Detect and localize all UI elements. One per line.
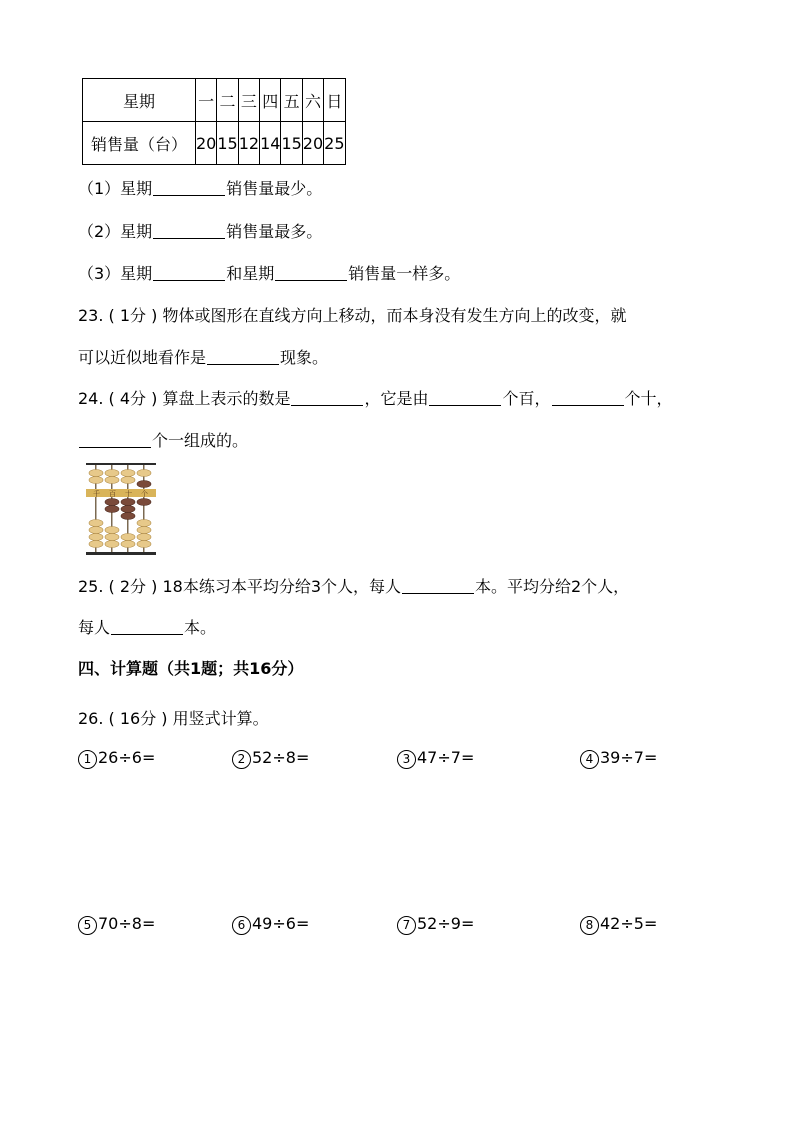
table-cell: 五 — [281, 79, 302, 122]
answer-blank[interactable] — [79, 433, 151, 448]
abacus-bead-counted — [121, 513, 135, 520]
answer-blank[interactable] — [153, 224, 225, 239]
q23-line2 — [78, 345, 328, 368]
q25-text: 本。平均分给2个人， — [475, 577, 630, 596]
abacus-frame-bottom — [86, 552, 156, 555]
answer-blank[interactable] — [429, 391, 501, 406]
table-cell: 20 — [196, 122, 217, 165]
q24-text: ，它是由 — [364, 389, 429, 408]
q23-line1: 23. ( 1分 ) 物体或图形在直线方向上移动，而本身没有发生方向上的改变，就 — [78, 306, 627, 325]
q22-sub2 — [78, 219, 322, 242]
abacus-image — [86, 463, 156, 555]
q24-text: 个一组成的。 — [152, 431, 249, 450]
answer-blank[interactable] — [207, 350, 279, 365]
item-number-circle: 5 — [78, 916, 97, 935]
abacus-bead-counted — [105, 499, 119, 506]
q26-title: 26. ( 16分 ) 用竖式计算。 — [78, 709, 269, 728]
abacus-bead-counted — [121, 506, 135, 513]
calc-item — [397, 914, 474, 935]
abacus-bead — [105, 470, 119, 477]
q25-line2 — [78, 615, 216, 638]
item-number-circle: 1 — [78, 750, 97, 769]
table-header-sales: 销售量（台） — [83, 122, 196, 165]
table-cell: 20 — [302, 122, 323, 165]
calc-expression: 39÷7= — [600, 748, 658, 767]
item-number-circle: 6 — [232, 916, 251, 935]
table-cell: 25 — [324, 122, 345, 165]
answer-blank[interactable] — [275, 266, 347, 281]
q24-line1 — [78, 386, 673, 409]
abacus-bead — [89, 534, 103, 541]
answer-blank[interactable] — [291, 391, 363, 406]
abacus-bead — [89, 470, 103, 477]
abacus-bead — [89, 477, 103, 484]
abacus-bead — [121, 470, 135, 477]
abacus-label-ones: 个 — [141, 490, 148, 498]
table-cell: 15 — [217, 122, 238, 165]
answer-blank[interactable] — [111, 620, 183, 635]
q23-text: 可以近似地看作是 — [78, 348, 207, 367]
answer-blank[interactable] — [153, 266, 225, 281]
calc-expression: 70÷8= — [98, 914, 156, 933]
abacus-bead — [137, 541, 151, 548]
abacus-bead — [89, 527, 103, 534]
abacus-bead — [105, 534, 119, 541]
table-cell: 12 — [238, 122, 259, 165]
calc-item — [78, 748, 155, 769]
calc-expression: 47÷7= — [417, 748, 475, 767]
table-cell: 15 — [281, 122, 302, 165]
q22-sub1-text: 销售量最少。 — [226, 179, 323, 198]
q22-sub3-text: 销售量一样多。 — [348, 264, 461, 283]
q22-sub1-text: （1）星期 — [78, 179, 153, 198]
abacus-bead — [137, 520, 151, 527]
calc-expression: 49÷6= — [252, 914, 310, 933]
answer-blank[interactable] — [402, 579, 474, 594]
q25-text: 每人 — [78, 618, 111, 637]
item-number-circle: 4 — [580, 750, 599, 769]
q24-line2 — [78, 428, 248, 451]
q25-text: 25. ( 2分 ) 18本练习本平均分给3个人，每人 — [78, 577, 401, 596]
abacus-bead-counted — [105, 506, 119, 513]
q24-text: 个十， — [624, 389, 673, 408]
q22-sub3-text: （3）星期 — [78, 264, 153, 283]
calc-item — [397, 748, 474, 769]
abacus-bead — [105, 541, 119, 548]
table-cell: 14 — [260, 122, 281, 165]
calc-expression: 52÷8= — [252, 748, 310, 767]
table-row — [83, 79, 346, 122]
table-header-weekday: 星期 — [83, 79, 196, 122]
sales-table — [82, 78, 346, 165]
abacus-bead — [105, 527, 119, 534]
q23-text: 现象。 — [280, 348, 329, 367]
table-cell: 二 — [217, 79, 238, 122]
table-cell: 四 — [260, 79, 281, 122]
calc-expression: 26÷6= — [98, 748, 156, 767]
calc-item — [232, 748, 309, 769]
answer-blank[interactable] — [552, 391, 624, 406]
calc-item — [232, 914, 309, 935]
abacus-bead — [121, 477, 135, 484]
abacus-bead — [137, 527, 151, 534]
calc-expression: 52÷9= — [417, 914, 475, 933]
abacus-label-thousands: 千 — [93, 490, 100, 498]
q22-sub2-text: （2）星期 — [78, 222, 153, 241]
abacus-bead-counted — [137, 481, 151, 488]
q24-text: 24. ( 4分 ) 算盘上表示的数是 — [78, 389, 291, 408]
q24-text: 个百， — [502, 389, 551, 408]
abacus-frame-top — [86, 463, 156, 465]
table-row — [83, 122, 346, 165]
q22-sub3-text: 和星期 — [226, 264, 275, 283]
q22-sub2-text: 销售量最多。 — [226, 222, 323, 241]
abacus-label-hundreds: 百 — [109, 490, 116, 498]
abacus-bead — [137, 534, 151, 541]
abacus-bead — [137, 470, 151, 477]
q22-sub1 — [78, 176, 322, 199]
calc-item — [580, 748, 657, 769]
q25-line1 — [78, 574, 629, 597]
abacus-label-tens: 十 — [125, 490, 132, 498]
abacus-bead — [105, 477, 119, 484]
table-cell: 三 — [238, 79, 259, 122]
item-number-circle: 2 — [232, 750, 251, 769]
abacus-bead-counted — [121, 499, 135, 506]
abacus-bead — [121, 541, 135, 548]
item-number-circle: 7 — [397, 916, 416, 935]
abacus-bead — [89, 541, 103, 548]
item-number-circle: 3 — [397, 750, 416, 769]
abacus-bead-counted — [137, 499, 151, 506]
calc-expression: 42÷5= — [600, 914, 658, 933]
section-title: 四、计算题（共1题；共16分） — [78, 659, 304, 678]
q25-text: 本。 — [184, 618, 217, 637]
abacus-bead — [89, 520, 103, 527]
item-number-circle: 8 — [580, 916, 599, 935]
table-cell: 一 — [196, 79, 217, 122]
answer-blank[interactable] — [153, 181, 225, 196]
abacus-bead — [121, 534, 135, 541]
q22-sub3 — [78, 261, 460, 284]
calc-item — [580, 914, 657, 935]
table-cell: 日 — [324, 79, 345, 122]
calc-item — [78, 914, 155, 935]
table-cell: 六 — [302, 79, 323, 122]
